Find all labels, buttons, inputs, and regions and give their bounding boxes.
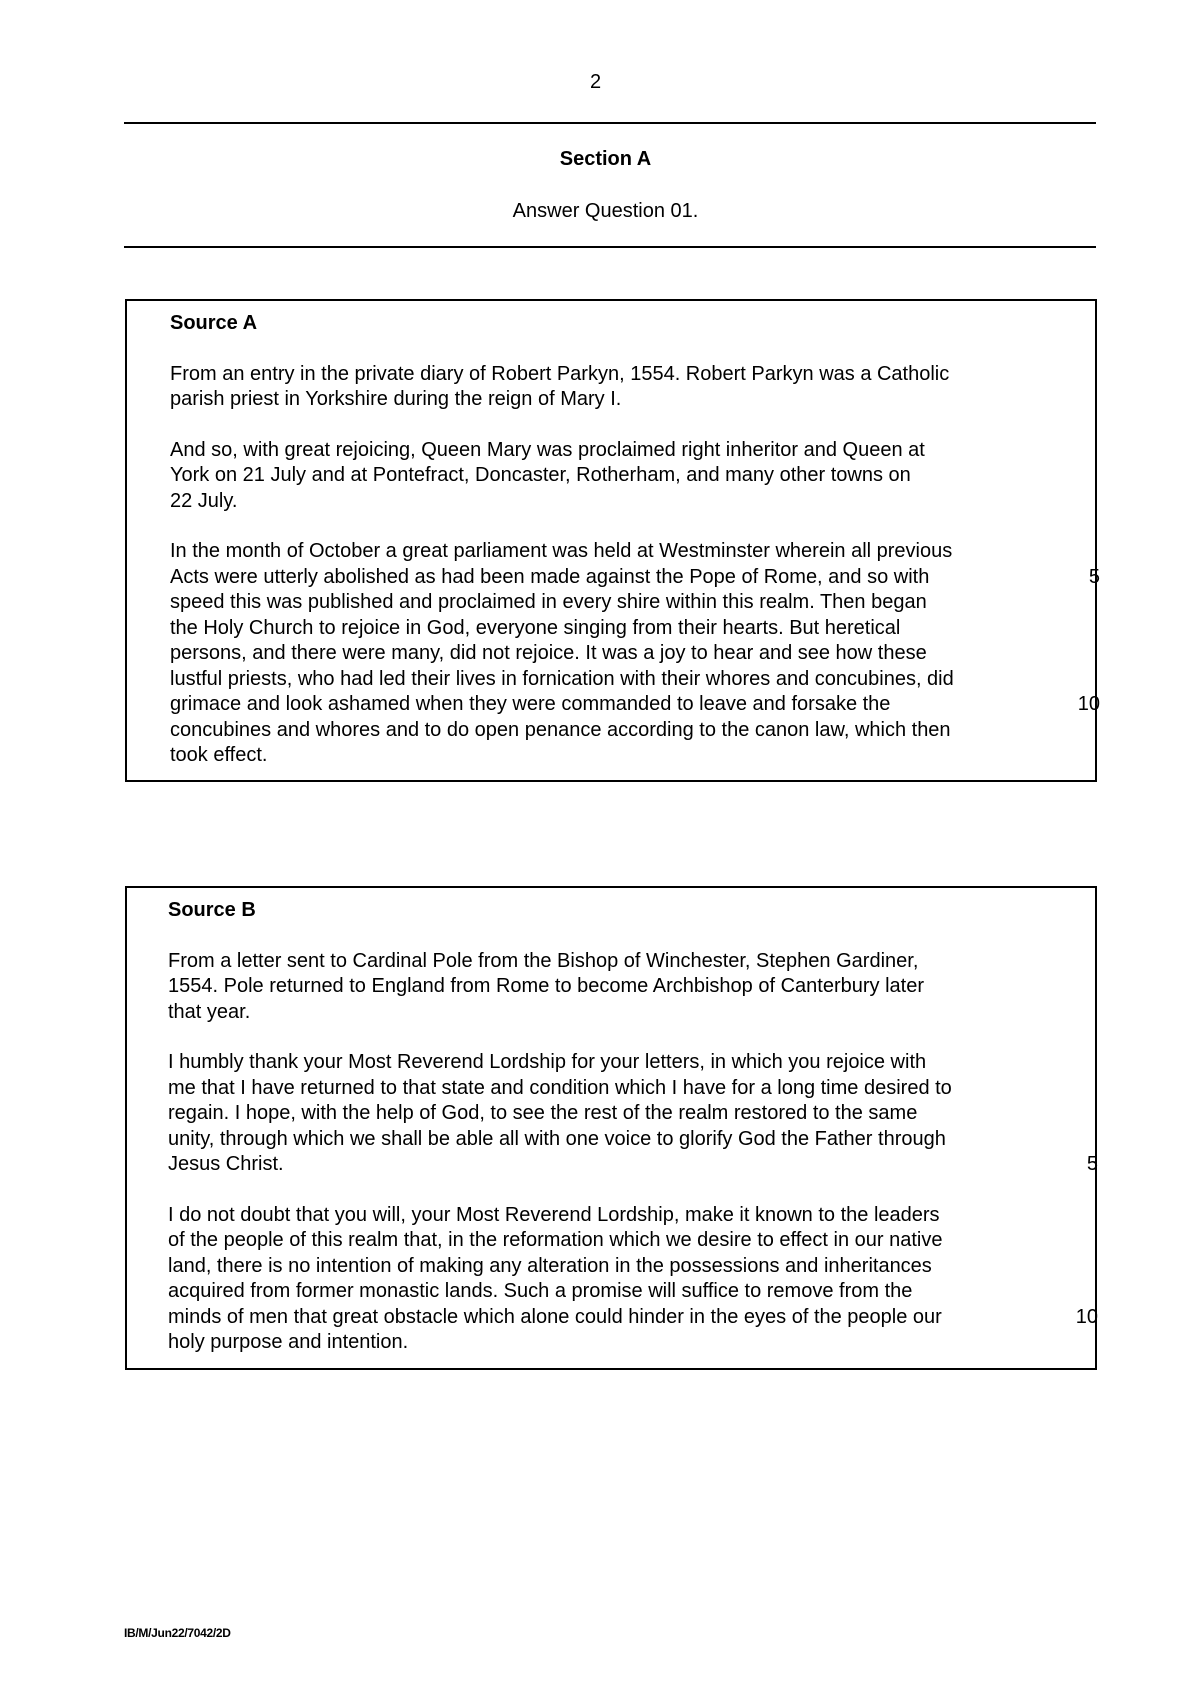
page-number: 2 [589, 71, 602, 93]
text-line: unity, through which we shall be able all with one voice to glorify God the Father through [168, 1127, 946, 1150]
text-line: regain. I hope, with the help of God, to see the rest of the realm restored to the same [168, 1102, 918, 1124]
line-number-10: 10 [1075, 1305, 1098, 1328]
text-line: took effect. [170, 744, 268, 766]
text-line: speed this was published and proclaimed in every shire within this realm. Then began [170, 591, 927, 613]
header-rule-bottom [124, 246, 1096, 248]
text-line: that year. [168, 1000, 251, 1023]
source-b-paragraph-2 [168, 1203, 1098, 1356]
text-line: I do not doubt that you will, your Most Reverend Lordship, make it known to the leaders [168, 1203, 940, 1226]
paper-reference: IB/M/Jun22/7042/2D [124, 1626, 231, 1640]
source-b-content [168, 898, 1098, 1356]
source-a-title: Source A [170, 312, 258, 334]
source-a-content [170, 311, 1100, 769]
text-line: 22 July. [170, 489, 238, 512]
text-line: Acts were utterly abolished as had been made against the Pope of Rome, and so with [170, 565, 930, 588]
source-b-provenance [168, 949, 1068, 1026]
text-line: the Holy Church to rejoice in God, everyone singing from their hearts. But heretical [170, 616, 901, 639]
text-line: I humbly thank your Most Reverend Lordship for your letters, in which you rejoice with [168, 1051, 927, 1073]
text-line: concubines and whores and to do open penance according to the canon law, which then [170, 718, 951, 741]
text-line: 1554. Pole returned to England from Rome to become Archbishop of Canterbury later [168, 975, 924, 997]
line-number-5: 5 [1088, 565, 1100, 588]
text-line: parish priest in Yorkshire during the reign of Mary I. [170, 388, 622, 410]
section-title: Section A [559, 148, 652, 170]
text-line: From a letter sent to Cardinal Pole from the Bishop of Winchester, Stephen Gardiner, [168, 949, 919, 972]
text-line: Jesus Christ. [168, 1153, 284, 1175]
text-line: acquired from former monastic lands. Such a promise will suffice to remove from the [168, 1280, 913, 1302]
source-b-paragraph-1 [168, 1050, 1098, 1178]
line-number-5: 5 [1086, 1153, 1098, 1175]
text-line: York on 21 July and at Pontefract, Doncaster, Rotherham, and many other towns on [170, 464, 911, 486]
source-a-box [125, 299, 1100, 782]
text-line: And so, with great rejoicing, Queen Mary was proclaimed right inheritor and Queen at [170, 438, 925, 461]
text-line: lustful priests, who had led their lives in fornication with their whores and concubines, did [170, 667, 954, 690]
line-number-10: 10 [1077, 693, 1100, 715]
source-b-box [125, 886, 1097, 1370]
text-line: land, there is no intention of making any alteration in the possessions and inheritances [168, 1254, 932, 1277]
text-line: me that I have returned to that state and condition which I have for a long time desired to [168, 1076, 952, 1099]
source-b-title: Source B [168, 899, 256, 921]
source-a-provenance [170, 362, 1070, 413]
text-line: In the month of October a great parliament was held at Westminster wherein all previous [170, 540, 953, 562]
source-a-paragraph-2 [170, 539, 1100, 769]
text-line: persons, and there were many, did not rejoice. It was a joy to hear and see how these [170, 642, 927, 664]
text-line: of the people of this realm that, in the reformation which we desire to effect in our native [168, 1229, 943, 1251]
text-line: minds of men that great obstacle which alone could hinder in the eyes of the people our [168, 1305, 942, 1328]
source-a-paragraph-1 [170, 438, 1070, 515]
header-rule-top [124, 122, 1096, 124]
section-instruction: Answer Question 01. [512, 200, 699, 222]
text-line: grimace and look ashamed when they were commanded to leave and forsake the [170, 693, 891, 715]
text-line: holy purpose and intention. [168, 1331, 409, 1353]
text-line: From an entry in the private diary of Robert Parkyn, 1554. Robert Parkyn was a Catholic [170, 362, 950, 385]
